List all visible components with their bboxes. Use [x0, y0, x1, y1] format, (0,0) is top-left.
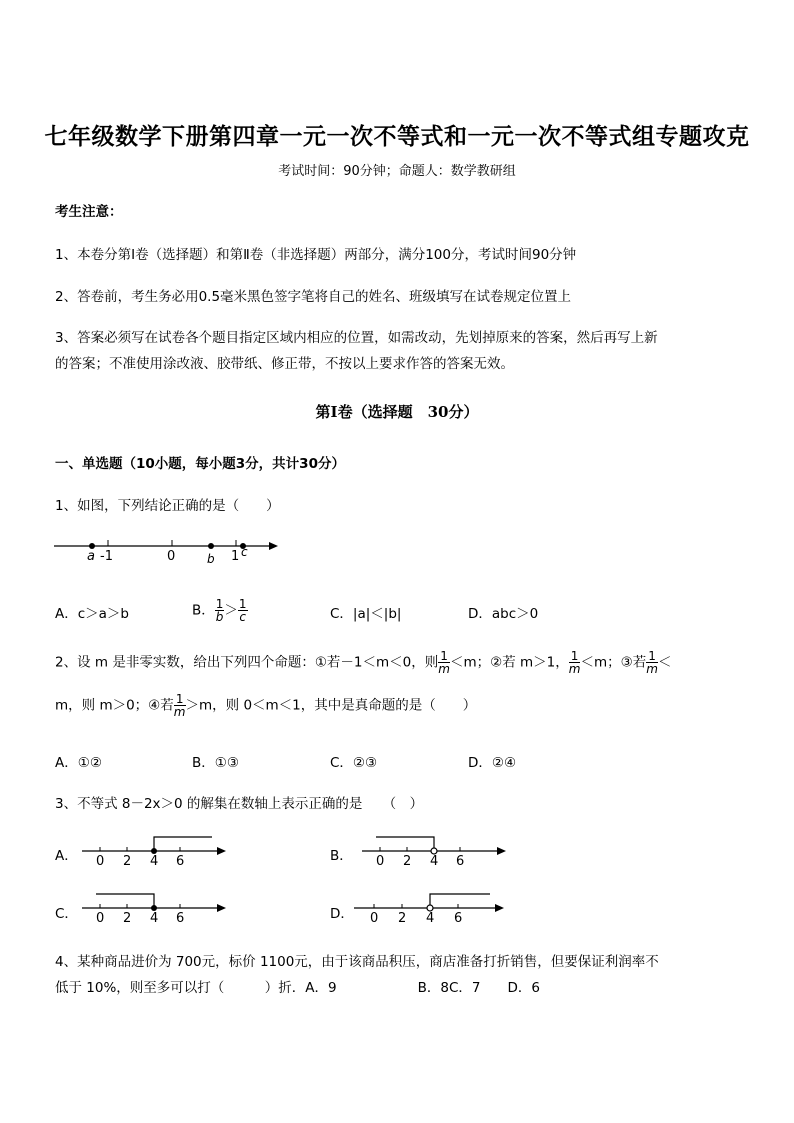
tick-4: 4 — [150, 911, 159, 926]
q2-option-a: A．①② — [55, 755, 102, 771]
section-title: 第Ⅰ卷（选择题 30分） — [315, 403, 479, 421]
q1-frac2-den: c — [239, 610, 247, 624]
q2-line1-b: ＜m；②若 m＞1， — [449, 654, 569, 671]
q4-line2: 低于 10%，则至多可以打（ ）折．A．9 B．8C．7 D．6 — [55, 980, 540, 996]
q2-frac2-den: m — [568, 662, 581, 676]
page-subtitle: 考试时间：90分钟；命题人：数学教研组 — [278, 164, 516, 179]
q3-option-c-number-line — [80, 887, 230, 927]
label-b: b — [207, 552, 215, 566]
q1-option-d: D．abc＞0 — [468, 606, 539, 622]
label-a: a — [87, 549, 95, 564]
q4-line1: 4、某种商品进价为 700元，标价 1100元，由于该商品积压，商店准备打折销售，但要保证利润率不 — [55, 954, 659, 970]
q2-line2-b: ＞m，则 0＜m＜1，其中是真命题的是（ ） — [185, 697, 477, 714]
q1-frac1-den: b — [215, 610, 224, 624]
tick-4: 4 — [150, 854, 159, 869]
tick-6: 6 — [456, 854, 465, 869]
q2-line1-c: ＜m；③若 — [580, 654, 647, 671]
q1-option-b-gt: ＞ — [224, 602, 238, 619]
q2-frac1-num: 1 — [438, 650, 450, 663]
q2-frac2-num: 1 — [569, 650, 581, 663]
tick-0: 0 — [96, 911, 105, 926]
q2-option-b: B．①③ — [192, 755, 239, 771]
q3-option-c: C． — [55, 906, 78, 922]
q1-option-c: C．|a|＜|b| — [330, 606, 402, 622]
q1-frac-1-over-c — [238, 598, 248, 623]
notice-item-3-line2: 的答案；不准使用涂改液、胶带纸、修正带，不按以上要求作答的答案无效。 — [55, 356, 514, 372]
q3-option-d-number-line — [352, 887, 512, 927]
q2-frac-1 — [438, 650, 450, 675]
q2-line2-a: m，则 m＞0；④若 — [55, 697, 174, 714]
tick-0: 0 — [96, 854, 105, 869]
q3-option-a-number-line — [80, 830, 230, 870]
q2-frac4-num: 1 — [174, 693, 186, 706]
q2-frac-4 — [174, 693, 186, 718]
label-one: 1 — [231, 549, 240, 564]
q1-option-b — [192, 598, 248, 623]
tick-6: 6 — [454, 911, 463, 926]
page-title: 七年级数学下册第四章一元一次不等式和一元一次不等式组专题攻克 — [44, 123, 750, 150]
q1-number-line — [50, 532, 290, 572]
q3-stem: 3、不等式 8－2x＞0 的解集在数轴上表示正确的是 （ ） — [55, 796, 424, 812]
q2-option-d: D．②④ — [468, 755, 517, 771]
q1-option-a: A．c＞a＞b — [55, 606, 129, 622]
q3-option-d: D． — [330, 906, 354, 922]
q2-frac3-den: m — [646, 662, 658, 676]
q1-frac2-num: 1 — [238, 597, 247, 611]
label-zero: 0 — [167, 549, 176, 564]
tick-2: 2 — [123, 911, 132, 926]
tick-6: 6 — [176, 854, 185, 869]
q2-frac-3 — [646, 650, 658, 675]
q1-frac-1-over-b — [215, 598, 225, 623]
label-c: c — [241, 545, 248, 559]
part1-heading: 一、单选题（10小题，每小题3分，共计30分） — [55, 456, 345, 472]
label-neg1: -1 — [100, 549, 113, 564]
tick-2: 2 — [123, 854, 132, 869]
q2-frac1-den: m — [438, 662, 450, 676]
notice-item-1: 1、本卷分第Ⅰ卷（选择题）和第Ⅱ卷（非选择题）两部分，满分100分，考试时间90分钟 — [55, 247, 577, 263]
q2-frac3-num: 1 — [646, 650, 658, 663]
tick-2: 2 — [403, 854, 412, 869]
tick-0: 0 — [370, 911, 379, 926]
tick-4: 4 — [426, 911, 435, 926]
q2-line1-d: ＜ — [657, 654, 672, 671]
q3-option-a: A． — [55, 848, 78, 864]
q3-option-b: B． — [330, 848, 353, 864]
q1-option-b-prefix: B． — [192, 602, 215, 619]
tick-2: 2 — [398, 911, 407, 926]
notice-heading: 考生注意： — [55, 204, 123, 220]
q1-stem: 1、如图，下列结论正确的是（ ） — [55, 498, 280, 514]
notice-item-3-line1: 3、答案必须写在试卷各个题目指定区域内相应的位置，如需改动，先划掉原来的答案，然后再写上新 — [55, 330, 658, 346]
tick-0: 0 — [376, 854, 385, 869]
q1-frac1-num: 1 — [215, 597, 224, 611]
point-b — [208, 543, 214, 549]
q2-line1 — [55, 650, 671, 675]
q3-option-b-number-line — [360, 830, 510, 870]
q2-option-c: C．②③ — [330, 755, 378, 771]
q2-line1-a: 2、设 m 是非零实数，给出下列四个命题：①若－1＜m＜0，则 — [55, 654, 439, 671]
tick-4: 4 — [430, 854, 439, 869]
q2-frac4-den: m — [173, 705, 186, 719]
tick-6: 6 — [176, 911, 185, 926]
notice-item-2: 2、答卷前，考生务必用0.5毫米黑色签字笔将自己的姓名、班级填写在试卷规定位置上 — [55, 289, 572, 305]
q2-line2 — [55, 693, 476, 718]
q2-frac-2 — [569, 650, 581, 675]
